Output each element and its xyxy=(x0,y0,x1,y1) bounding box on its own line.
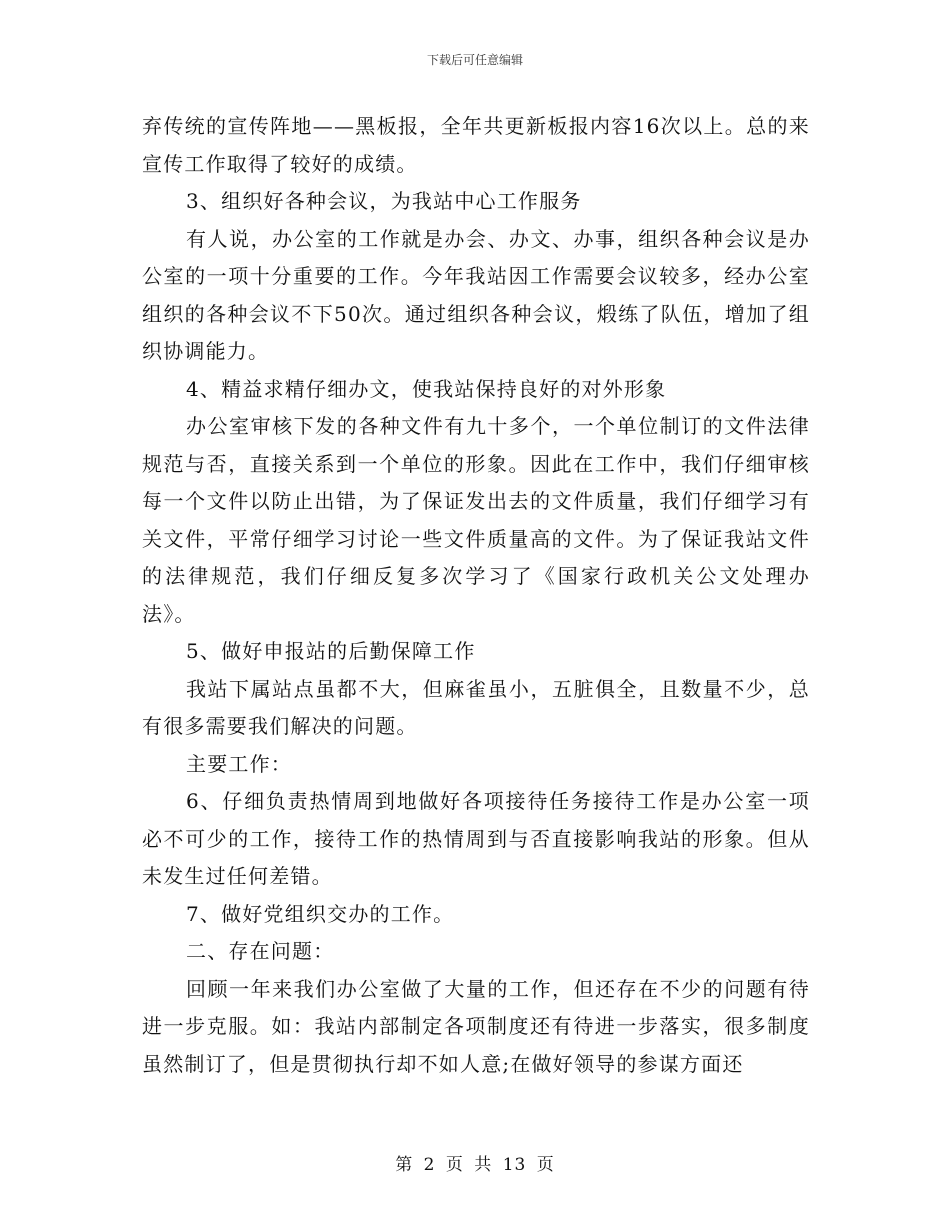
page-number: 第 2 页 共 13 页 xyxy=(395,1155,555,1175)
page-header: 下载后可任意编辑 xyxy=(426,53,523,67)
section-heading-7: 7、做好党组织交办的工作。 xyxy=(186,901,455,926)
section-heading-problems: 二、存在问题： xyxy=(186,939,335,963)
section-heading-5: 5、做好申报站的后勤保障工作 xyxy=(186,639,476,663)
paragraph-review: 回顾一年来我们办公室做了大量的工作，但还存在不少的问题有待进一步克服。如：我站内部制定各项制度还有待进一步落实，很多制度虽然制订了，但是贯彻执行却不如人意;在做好领导的参谋方面还 xyxy=(142,976,810,1076)
paragraph-1: 弃传统的宣传阵地——黑板报，全年共更新板报内容16次以上。总的来宣传工作取得了较好的成绩。 xyxy=(142,114,810,176)
section-heading-3: 3、组织好各种会议，为我站中心工作服务 xyxy=(186,189,582,213)
paragraph-documents: 办公室审核下发的各种文件有九十多个，一个单位制订的文件法律规范与否，直接关系到一个单位的形象。因此在工作中，我们仔细审核每一个文件以防止出错，为了保证发出去的文件质量，我们仔细学习有关文件，平常仔细学习讨论一些文件质量高的文件。为了保证我站文件的法律规范，我们仔细反复多次学习了《国家行政机关公文处理办法》。 xyxy=(142,414,810,626)
paragraph-meetings: 有人说，办公室的工作就是办会、办文、办事，组织各种会议是办公室的一项十分重要的工作。今年我站因工作需要会议较多，经办公室组织的各种会议不下50次。通过组织各种会议，煅练了队伍，增加了组织协调能力。 xyxy=(142,226,810,363)
main-work-label: 主要工作： xyxy=(186,751,292,776)
paragraph-logistics: 我站下属站点虽都不大，但麻雀虽小，五脏俱全，且数量不少，总有很多需要我们解决的问题。 xyxy=(142,676,810,738)
section-heading-6: 6、仔细负责热情周到地做好各项接待任务接待工作是办公室一项必不可少的工作，接待工作的热情周到与否直接影响我站的形象。但从未发生过任何差错。 xyxy=(142,789,810,888)
section-heading-4: 4、精益求精仔细办文，使我站保持良好的对外形象 xyxy=(186,376,667,401)
document-body xyxy=(142,108,810,1083)
